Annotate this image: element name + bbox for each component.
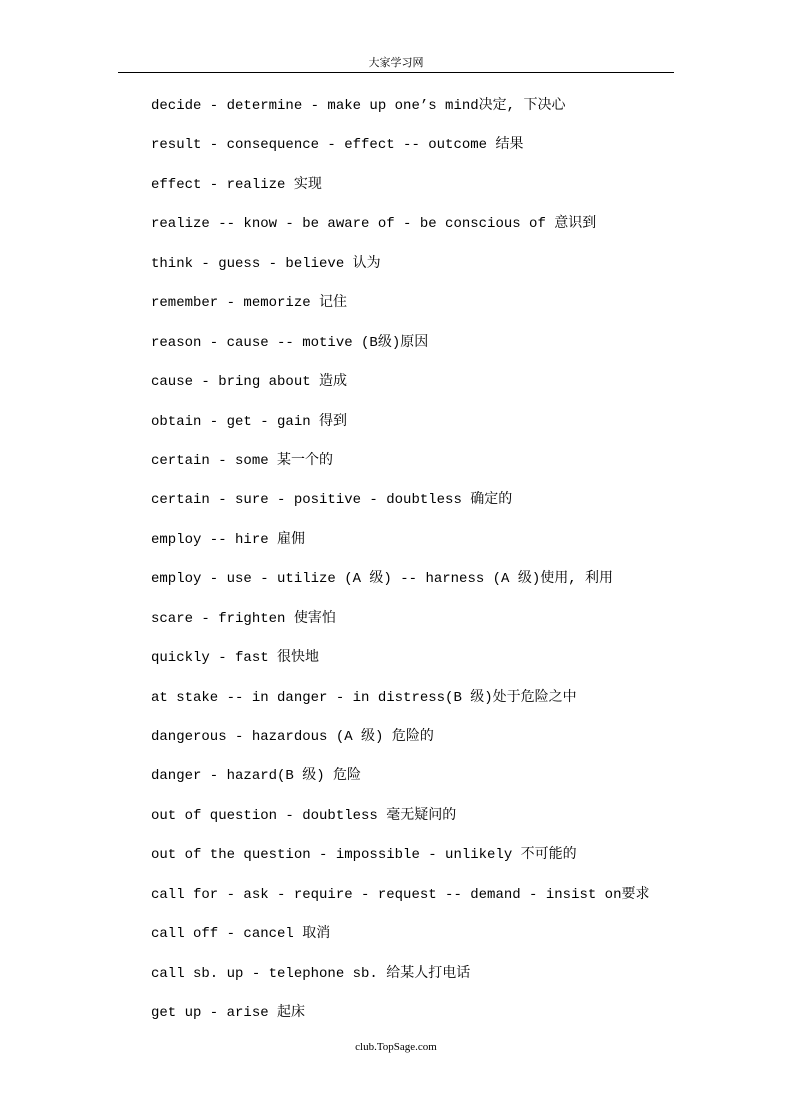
vocabulary-entry: remember - memorize 记住 [151,295,348,312]
vocabulary-entry: obtain - get - gain 得到 [151,413,348,430]
page-footer-url: club.TopSage.com [355,1041,437,1053]
page-header-title: 大家学习网 [368,56,424,69]
vocabulary-entry: out of the question - impossible - unlikely 不可能的 [151,847,577,864]
vocabulary-entry: call off - cancel 取消 [151,926,331,943]
vocabulary-entry: quickly - fast 很快地 [151,650,320,667]
vocabulary-entry: realize -- know - be aware of - be conscious of 意识到 [151,216,597,233]
vocabulary-entry: think - guess - believe 认为 [151,255,381,272]
vocabulary-entry: call sb. up - telephone sb. 给某人打电话 [151,965,471,982]
vocabulary-entry: certain - some 某一个的 [151,452,334,469]
vocabulary-entry: get up - arise 起床 [151,1005,306,1022]
vocabulary-entry: at stake -- in danger - in distress(B 级)处于危险之中 [151,689,577,706]
vocabulary-entry: danger - hazard(B 级) 危险 [151,768,362,785]
vocabulary-list [151,94,711,1041]
vocabulary-entry: certain - sure - positive - doubtless 确定的 [151,492,513,509]
vocabulary-entry: result - consequence - effect -- outcome 结果 [151,137,524,154]
vocabulary-entry: employ - use - utilize (A 级) -- harness (A 级)使用, 利用 [151,571,614,588]
vocabulary-entry: effect - realize 实现 [151,176,322,193]
vocabulary-entry: cause - bring about 造成 [151,374,348,391]
vocabulary-entry: scare - frighten 使害怕 [151,610,336,627]
vocabulary-entry: out of question - doubtless 毫无疑问的 [151,807,457,824]
header-divider [118,72,674,73]
vocabulary-entry: reason - cause -- motive (B级)原因 [151,334,429,351]
vocabulary-entry: call for - ask - require - request -- demand - insist on要求 [151,886,650,903]
vocabulary-entry: decide - determine - make up one’s mind决定, 下决心 [151,98,566,114]
vocabulary-entry: dangerous - hazardous (A 级) 危险的 [151,729,434,745]
vocabulary-entry: employ -- hire 雇佣 [151,531,306,548]
